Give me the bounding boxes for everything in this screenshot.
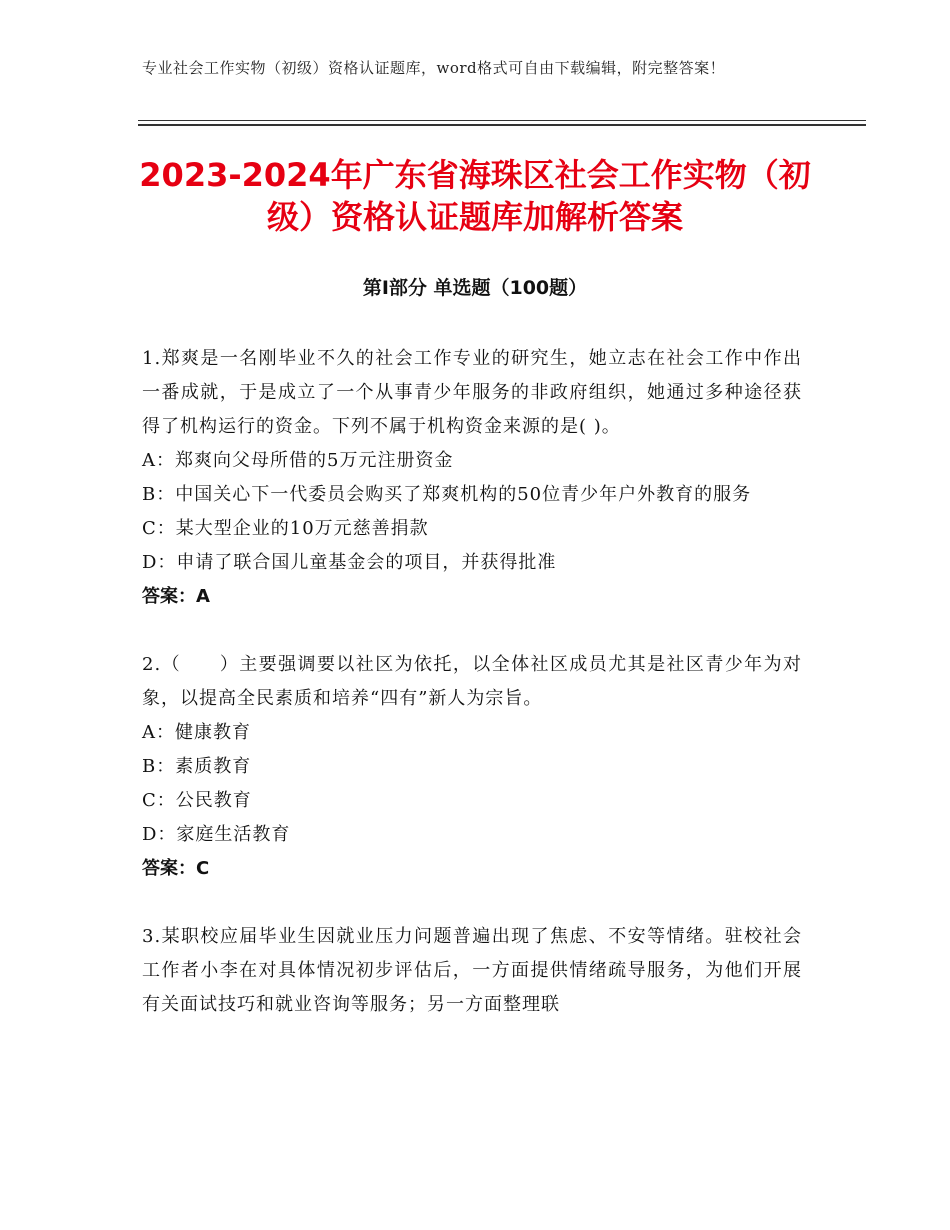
option-a: A：郑爽向父母所借的5万元注册资金 (142, 450, 454, 471)
option-c: C：某大型企业的10万元慈善捐款 (142, 518, 429, 539)
document-title: 2023-2024年广东省海珠区社会工作实物（初级）资格认证题库加解析答案 (139, 156, 811, 236)
answer-line: 答案：C (142, 858, 210, 879)
option-b: B：中国关心下一代委员会购买了郑爽机构的50位青少年户外教育的服务 (142, 484, 752, 505)
question-stem: 1.郑爽是一名刚毕业不久的社会工作专业的研究生，她立志在社会工作中作出一番成就，于是成立了一个从事青少年服务的非政府组织，她通过多种途径获得了机构运行的资金。下列不属于机构资金来源的是( )。 (142, 348, 802, 437)
option-d: D：家庭生活教育 (142, 824, 291, 845)
question-1 (142, 342, 802, 614)
header-divider-thick (138, 124, 866, 126)
answer-line: 答案：A (142, 586, 210, 607)
option-b: B：素质教育 (142, 756, 252, 777)
option-c: C：公民教育 (142, 790, 252, 811)
section-heading: 第Ⅰ部分 单选题（100题） (362, 277, 588, 299)
question-2 (142, 648, 802, 886)
question-3 (142, 920, 802, 1022)
question-stem: 2.（ ）主要强调要以社区为依托，以全体社区成员尤其是社区青少年为对象，以提高全民素质和培养“四有”新人为宗旨。 (142, 654, 802, 709)
header-note: 专业社会工作实物（初级）资格认证题库，word格式可自由下载编辑，附完整答案！ (142, 59, 726, 77)
header-divider (138, 120, 866, 121)
question-stem: 3.某职校应届毕业生因就业压力问题普遍出现了焦虑、不安等情绪。驻校社会工作者小李在对具体情况初步评估后，一方面提供情绪疏导服务，为他们开展有关面试技巧和就业咨询等服务；另一方面整理联 (142, 926, 802, 1015)
option-d: D：申请了联合国儿童基金会的项目，并获得批准 (142, 552, 557, 573)
question-list (142, 342, 802, 1056)
option-a: A：健康教育 (142, 722, 251, 743)
